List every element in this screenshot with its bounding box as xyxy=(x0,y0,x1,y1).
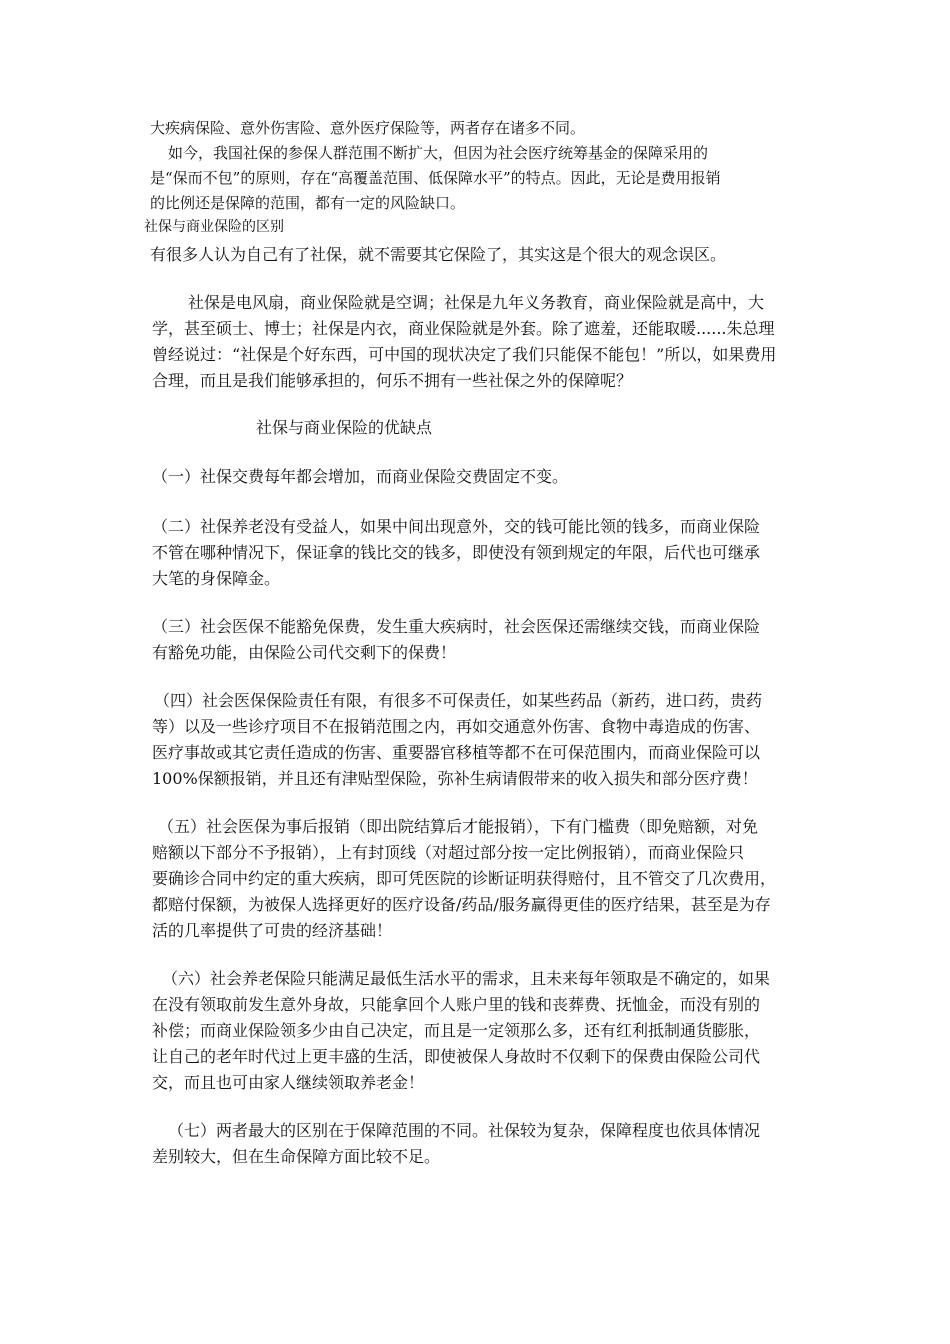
point-line: 等）以及一些诊疗项目不在报销范围之内，再如交通意外伤害、食物中毒造成的伤害、 xyxy=(152,717,761,736)
point-line: 赔额以下部分不予报销），上有封顶线（对超过部分按一定比例报销），而商业保险只 xyxy=(152,843,745,862)
point-line: 医疗事故或其它责任造成的伤害、重要器官移植等都不在可保范围内，而商业保险可以 xyxy=(152,743,761,762)
point-line: （二）社保养老没有受益人，如果中间出现意外，交的钱可能比领的钱多，而商业保险 xyxy=(152,517,761,536)
analogy-line: 合理，而且是我们能够承担的，何乐不拥有一些社保之外的保障呢？ xyxy=(152,371,633,390)
point-line: 差别较大，但在生命保障方面比较不足。 xyxy=(152,1147,441,1166)
point-line: 活的几率提供了可贵的经济基础！ xyxy=(152,921,393,940)
point-line: （三）社会医保不能豁免保费，发生重大疾病时，社会医保还需继续交钱，而商业保险 xyxy=(152,617,761,636)
point-line: 100%保额报销，并且还有津贴型保险，弥补生病请假带来的收入损失和部分医疗费！ xyxy=(152,769,758,788)
point-line: 都赔付保额，为被保人选择更好的医疗设备/药品/服务赢得更佳的医疗结果，甚至是为存 xyxy=(152,895,771,914)
analogy-line: 社保是电风扇，商业保险就是空调；社保是九年义务教育，商业保险就是高中，大 xyxy=(188,293,765,312)
misconception-paragraph: 有很多人认为自己有了社保，就不需要其它保险了，其实这是个很大的观念误区。 xyxy=(150,245,727,264)
intro-line: 大疾病保险、意外伤害险、意外医疗保险等，两者存在诸多不同。 xyxy=(150,119,586,137)
intro-line: 如今，我国社保的参保人群范围不断扩大，但因为社会医疗统筹基金的保障采用的 xyxy=(168,144,709,162)
analogy-line: 曾经说过：“社保是个好东西，可中国的现状决定了我们只能保不能包！”所以，如果费用 xyxy=(152,345,777,364)
intro-line: 的比例还是保障的范围，都有一定的风险缺口。 xyxy=(150,194,466,212)
point-line: （七）两者最大的区别在于保障范围的不同。社保较为复杂，保障程度也依具体情况 xyxy=(168,1121,761,1140)
analogy-line: 学，甚至硕士、博士；社保是内衣，商业保险就是外套。除了遮羞，还能取暖......朱总理 xyxy=(152,319,775,338)
point-line: 让自己的老年时代过上更丰盛的生活，即使被保人身故时不仅剩下的保费由保险公司代 xyxy=(152,1047,761,1066)
point-line: （一）社保交费每年都会增加，而商业保险交费固定不变。 xyxy=(152,467,569,486)
intro-line: 是“保而不包”的原则，存在“高覆盖范围、低保障水平”的特点。因此，无论是费用报销 xyxy=(150,169,721,187)
point-line: 要确诊合同中约定的重大疾病，即可凭医院的诊断证明获得赔付，且不管交了几次费用， xyxy=(152,869,777,888)
point-line: （六）社会养老保险只能满足最低生活水平的需求，且未来每年领取是不确定的，如果 xyxy=(162,969,771,988)
section-heading-differences: 社保与商业保险的区别 xyxy=(144,219,284,235)
point-line: （五）社会医保为事后报销（即出院结算后才能报销），下有门槛费（即免赔额，对免 xyxy=(158,817,759,836)
point-line: （四）社会医保保险责任有限，有很多不可保责任，如某些药品（新药，进口药，贵药 xyxy=(154,691,763,710)
point-line: 不管在哪种情况下，保证拿的钱比交的钱多，即使没有领到规定的年限，后代也可继承 xyxy=(152,543,761,562)
point-line: 补偿；而商业保险领多少由自己决定，而且是一定领那么多，还有红利抵制通货膨胀， xyxy=(152,1021,761,1040)
point-line: 在没有领取前发生意外身故，只能拿回个人账户里的钱和丧葬费、抚恤金，而没有别的 xyxy=(152,995,761,1014)
point-line: 交，而且也可由家人继续领取养老金！ xyxy=(152,1073,425,1092)
section-heading-pros-cons: 社保与商业保险的优缺点 xyxy=(256,418,433,437)
point-line: 有豁免功能，由保险公司代交剩下的保费！ xyxy=(152,643,457,662)
point-line: 大笔的身保障金。 xyxy=(152,569,281,588)
